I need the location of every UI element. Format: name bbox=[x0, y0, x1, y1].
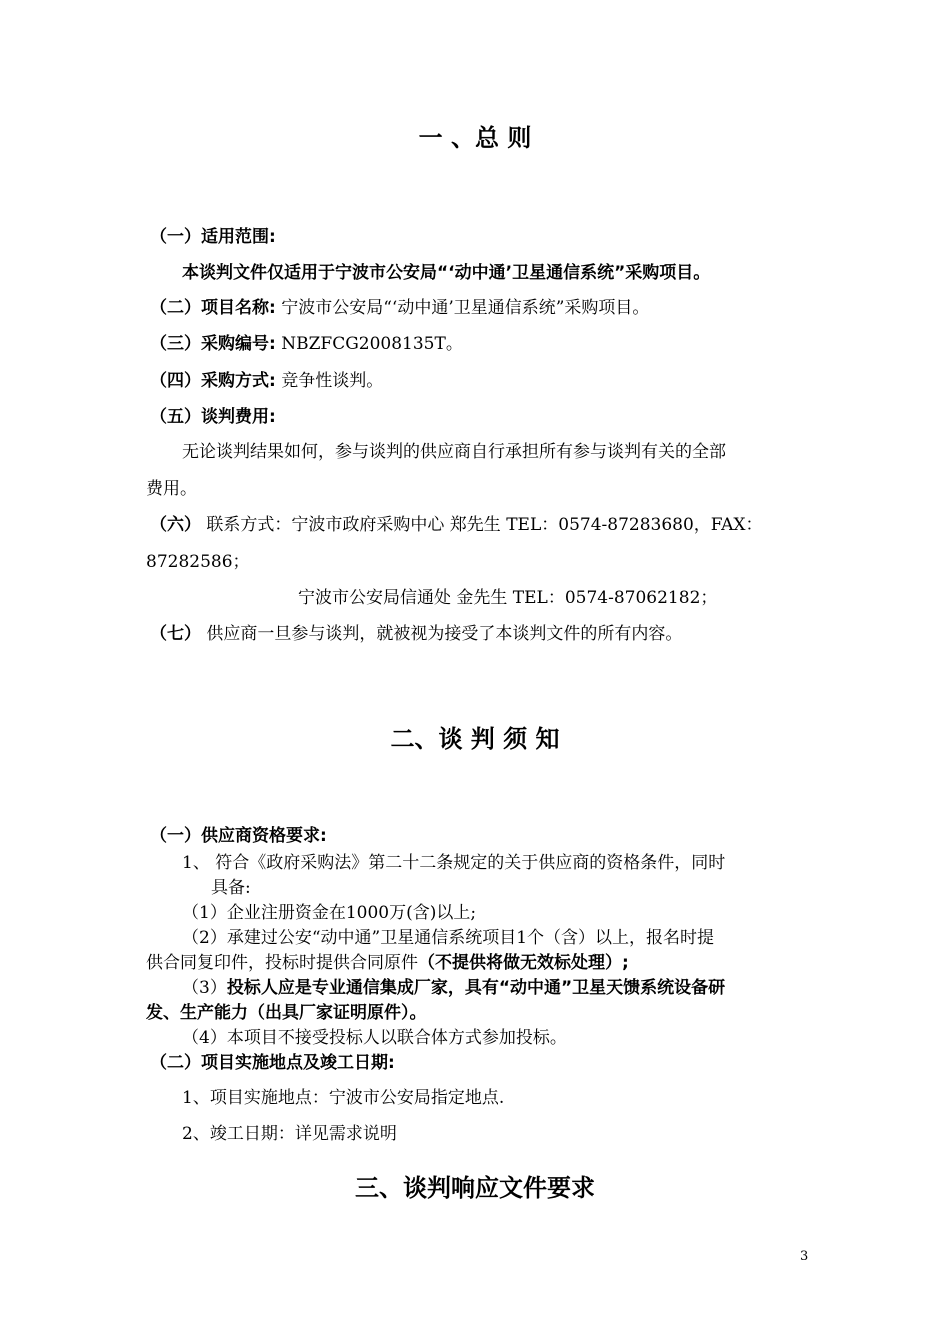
scope-text: 本谈判文件仅适用于宁波市公安局“‘动中通’卫星通信系统”采购项目。 bbox=[182, 263, 711, 283]
project-name-row bbox=[150, 297, 820, 319]
qualification-item-1b: 具备: bbox=[211, 878, 251, 898]
negotiation-fee-text-1: 无论谈判结果如何，参与谈判的供应商自行承担所有参与谈判有关的全部 bbox=[182, 442, 726, 462]
section-2-title: 二、谈 判 须 知 bbox=[390, 725, 560, 753]
location-date-label: （二）项目实施地点及竣工日期: bbox=[150, 1053, 395, 1073]
contact-label: （六） bbox=[150, 515, 201, 535]
location-item: 1、项目实施地点：宁波市公安局指定地点. bbox=[182, 1088, 505, 1108]
qualification-item-4b: 发、生产能力（出具厂家证明原件）。 bbox=[146, 1003, 427, 1023]
qualification-item-3b-note: （不提供将做无效标处理）; bbox=[418, 953, 629, 973]
procurement-method-row bbox=[150, 370, 820, 392]
acceptance-row bbox=[150, 623, 820, 645]
procurement-method-value: 竞争性谈判。 bbox=[281, 371, 384, 391]
procurement-method-label: （四）采购方式: bbox=[150, 371, 276, 391]
contact-text-2: 宁波市公安局信通处 金先生 TEL：0574-87062182； bbox=[298, 588, 718, 608]
qualification-item-4a bbox=[182, 977, 822, 999]
contact-row bbox=[150, 514, 820, 536]
procurement-number-value: NBZFCG2008135T。 bbox=[281, 334, 463, 354]
negotiation-fee-text-2: 费用。 bbox=[146, 479, 197, 499]
qualification-item-4a-text: 投标人应是专业通信集成厂家，具有“动中通”卫星天馈系统设备研 bbox=[226, 978, 726, 998]
qualification-item-3a: （2）承建过公安“动中通”卫星通信系统项目1个（含）以上，报名时提 bbox=[182, 928, 715, 948]
qualification-item-2: （1）企业注册资金在1000万(含)以上; bbox=[182, 903, 477, 923]
acceptance-label: （七） bbox=[150, 624, 201, 644]
procurement-number-row bbox=[150, 333, 820, 355]
project-name-value: 宁波市公安局“‘动中通’卫星通信系统”采购项目。 bbox=[281, 298, 650, 318]
contact-text-1: 联系方式：宁波市政府采购中心 郑先生 TEL：0574-87283680，FAX： bbox=[206, 515, 763, 535]
qualification-item-5: （4）本项目不接受投标人以联合体方式参加投标。 bbox=[182, 1028, 567, 1048]
completion-date-item: 2、竣工日期：详见需求说明 bbox=[182, 1124, 397, 1144]
acceptance-text: 供应商一旦参与谈判，就被视为接受了本谈判文件的所有内容。 bbox=[206, 624, 683, 644]
negotiation-fee-label: （五）谈判费用: bbox=[150, 407, 276, 427]
page-number: 3 bbox=[800, 1249, 809, 1264]
qualification-item-3b-text: 供合同复印件，投标时提供合同原件 bbox=[146, 953, 418, 973]
qualification-item-4a-prefix: （3） bbox=[182, 978, 227, 998]
procurement-number-label: （三）采购编号: bbox=[150, 334, 276, 354]
section-1-title: 一 、总 则 bbox=[418, 124, 532, 152]
qualification-item-1a: 1、 符合《政府采购法》第二十二条规定的关于供应商的资格条件，同时 bbox=[182, 853, 726, 873]
project-name-label: （二）项目名称: bbox=[150, 298, 276, 318]
qualification-item-3b bbox=[146, 952, 816, 974]
contact-fax-number: 87282586； bbox=[146, 552, 250, 572]
scope-label: （一）适用范围: bbox=[150, 227, 276, 247]
qualification-label: （一）供应商资格要求: bbox=[150, 826, 327, 846]
section-3-title: 三、谈判响应文件要求 bbox=[355, 1174, 595, 1202]
